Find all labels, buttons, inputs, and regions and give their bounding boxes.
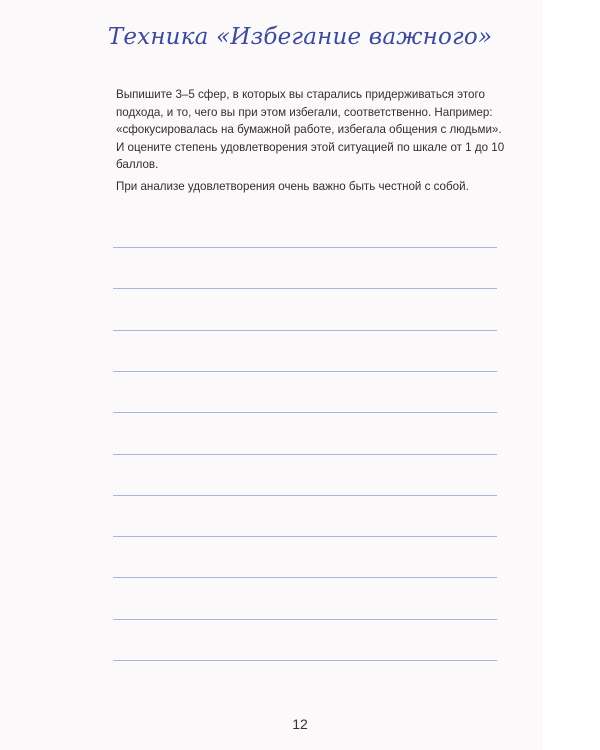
writing-line[interactable]	[113, 330, 497, 331]
writing-line[interactable]	[113, 536, 497, 537]
writing-line[interactable]	[113, 371, 497, 372]
writing-line[interactable]	[113, 412, 497, 413]
page-margin	[543, 0, 600, 750]
instructions-paragraph: Выпишите 3–5 сфер, в которых вы старались придерживаться этого подхода, и то, чего вы при этом избегали, соответственно. Например: «сфокусировалась на бумажной работе, избегала общения с людьми». И оцените степень удовлетворения этой ситуацией по шкале от 1 до 10 баллов.	[116, 88, 505, 171]
writing-line[interactable]	[113, 577, 497, 578]
writing-line[interactable]	[113, 495, 497, 496]
writing-line[interactable]	[113, 619, 497, 620]
writing-line[interactable]	[113, 454, 497, 455]
honesty-note: При анализе удовлетворения очень важно быть честной с собой.	[116, 180, 469, 193]
writing-line[interactable]	[113, 288, 497, 289]
writing-line[interactable]	[113, 247, 497, 248]
page-title: Техника «Избегание важного»	[107, 24, 493, 50]
writing-line[interactable]	[113, 660, 497, 661]
page-number: 12	[292, 716, 308, 732]
